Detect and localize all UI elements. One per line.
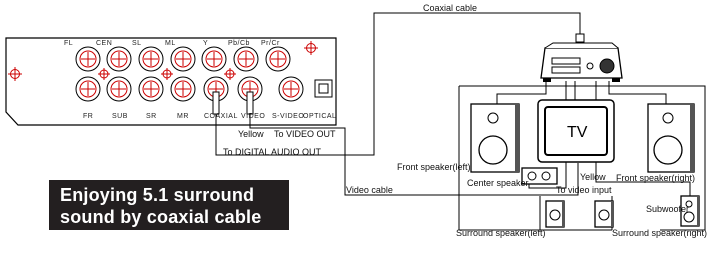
title-line-2: sound by coaxial cable [60,207,262,227]
player-rear-panel [6,38,336,125]
center-speaker-label: Center speaker [467,178,529,188]
coaxial-plug [213,92,219,114]
panel-label-coaxial: COAXIAL [204,113,238,120]
front-left-speaker [471,104,520,172]
front-speaker-right-label: Front speaker(right) [616,173,696,183]
surround-left-speaker [546,201,565,227]
video-cable-label: Video cable [346,185,393,195]
front-speaker-left-label: Front speaker(left) [397,162,471,172]
surround-right-speaker [595,201,614,227]
panel-label-sr: SR [146,113,157,120]
panel-label-ml: ML [165,40,176,47]
surround-speaker-left-label: Surround speaker(left) [456,228,546,238]
title-banner [49,180,289,230]
yellow-label-left: Yellow [238,129,264,139]
surround-speaker-right-label: Surround speaker(right) [612,228,708,238]
panel-label-fr: FR [83,113,94,120]
panel-label-pb-cb: Pb/Cb [228,40,250,47]
coaxial-cable-label: Coaxial cable [423,3,478,13]
panel-label-sl: SL [132,40,142,47]
panel-label-cen: CEN [96,40,113,47]
front-right-speaker [648,104,695,172]
panel-label-y: Y [203,40,209,47]
title-line-1: Enjoying 5.1 surround [60,185,255,205]
panel-label-fl: FL [64,40,74,47]
yellow-label-right: Yellow [580,172,606,182]
panel-label-s-video: S-VIDEO [272,113,305,120]
video-plug [247,92,253,114]
panel-label-optical: OPTICAL [303,113,337,120]
to-video-out-label: To VIDEO OUT [274,129,336,139]
panel-label-mr: MR [177,113,189,120]
to-digital-audio-out-label: To DIGITAL AUDIO OUT [223,147,322,157]
tv-label: TV [567,124,588,141]
tv [538,100,614,162]
panel-label-video: VIDEO [241,113,266,120]
to-video-input-label: To video input [556,185,612,195]
amplifier [541,34,622,82]
panel-label-sub: SUB [112,113,128,120]
panel-label-pr-cr: Pr/Cr [261,40,280,47]
subwoofer-label: Subwoofer [646,204,690,214]
